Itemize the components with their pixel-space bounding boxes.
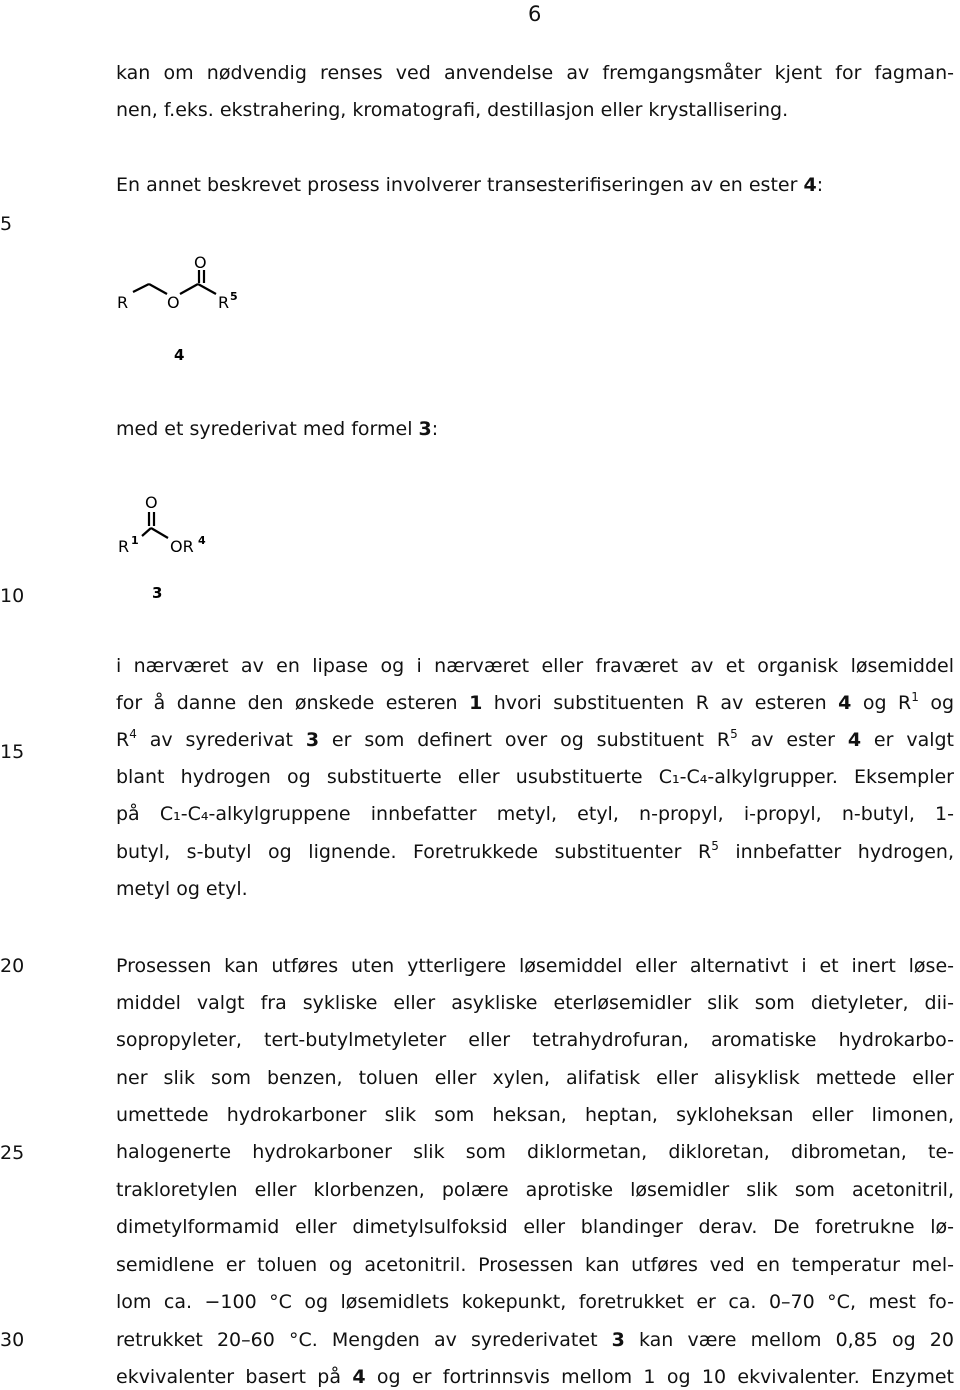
paragraph-line: halogenerte hydrokarboner slik som diklormetan, dikloretan, dibrometan, te- [116, 1141, 954, 1163]
paragraph-line: for å danne den ønskede esteren 1 hvori substituenten R av esteren 4 og $R^1$ og [116, 690, 955, 714]
acid-derivative-3-structure [112, 490, 222, 602]
ester-4-label: 4 [174, 346, 185, 364]
line-number-5: 5 [0, 213, 13, 235]
line-number-15: 15 [0, 741, 25, 763]
paragraph-line: lom ca. −100 °C og løsemidlets kokepunkt, foretrukket er ca. 0–70 °C, mest fo- [116, 1291, 954, 1313]
paragraph-line: semidlene er toluen og acetonitril. Prosessen kan utføres ved en temperatur mel- [116, 1254, 954, 1276]
ester-4-atom-R: R [117, 293, 129, 312]
paragraph-line: Prosessen kan utføres uten ytterligere løsemiddel eller alternativt i et inert løse- [116, 955, 954, 977]
acid-3-atom-O-carbonyl: O [145, 493, 158, 512]
ester-4-atom-R5: R [218, 293, 230, 312]
line-number-20: 20 [0, 955, 25, 977]
page-number: 6 [528, 2, 542, 26]
paragraph-line: på C₁-C₄-alkylgruppene innbefatter metyl, etyl, n-propyl, i-propyl, n-butyl, 1- [116, 803, 954, 825]
paragraph-line: middel valgt fra sykliske eller asykliske eterløsemidler slik som dietyleter, dii- [116, 992, 954, 1014]
paragraph-line: kan om nødvendig renses ved anvendelse av fremgangsmåter kjent for fagman- [116, 62, 954, 84]
acid-3-atom-OR4-sup: 4 [198, 534, 206, 547]
ester-4-atom-O-carbonyl: O [194, 253, 207, 272]
acid-3-atom-R1: R [118, 537, 130, 556]
paragraph-line: trakloretylen eller klorbenzen, polære aprotiske løsemidler slik som acetonitril, [116, 1179, 954, 1201]
line-number-10: 10 [0, 585, 25, 607]
paragraph-line: En annet beskrevet prosess involverer transesterifiseringen av en ester 4: [116, 174, 824, 196]
paragraph-line: dimetylformamid eller dimetylsulfoksid eller blandinger derav. De foretrukne lø- [116, 1216, 954, 1238]
line-number-25: 25 [0, 1142, 25, 1164]
paragraph-line: butyl, s-butyl og lignende. Foretrukkede substituenter $R^5$ innbefatter hydrogen, [116, 839, 954, 863]
paragraph-line: metyl og etyl. [116, 878, 248, 900]
acid-3-label: 3 [152, 584, 163, 602]
paragraph-line: sopropyleter, tert-butylmetyleter eller tetrahydrofuran, aromatiske hydrokarbo- [116, 1029, 954, 1051]
line-number-30: 30 [0, 1329, 25, 1351]
paragraph-line: i nærværet av en lipase og i nærværet eller fraværet av et organisk løsemiddel [116, 655, 954, 677]
paragraph-line: $R^4$ av syrederivat 3 er som definert over og substituent $R^5$ av ester 4 er valgt [116, 727, 955, 751]
paragraph-line: ekvivalenter basert på 4 og er fortrinnsvis mellom 1 og 10 ekvivalenter. Enzymet [116, 1366, 954, 1388]
acid-3-atom-R1-sup: 1 [131, 534, 139, 547]
ester-4-atom-O: O [167, 293, 180, 312]
ester-4-atom-R5-sup: 5 [230, 290, 238, 303]
paragraph-line: retrukket 20–60 °C. Mengden av syrederivatet 3 kan være mellom 0,85 og 20 [116, 1329, 954, 1351]
paragraph-line: nen, f.eks. ekstrahering, kromatografi, destillasjon eller krystallisering. [116, 99, 789, 121]
ester-4-structure [112, 250, 252, 368]
acid-3-atom-OR4: OR [170, 537, 194, 556]
paragraph-line: med et syrederivat med formel 3: [116, 418, 439, 440]
paragraph-line: umettede hydrokarboner slik som heksan, heptan, sykloheksan eller limonen, [116, 1104, 954, 1126]
paragraph-line: ner slik som benzen, toluen eller xylen, alifatisk eller alisyklisk mettede eller [116, 1067, 954, 1089]
paragraph-line: blant hydrogen og substituerte eller usubstituerte C₁-C₄-alkylgrupper. Eksempler [116, 766, 954, 788]
